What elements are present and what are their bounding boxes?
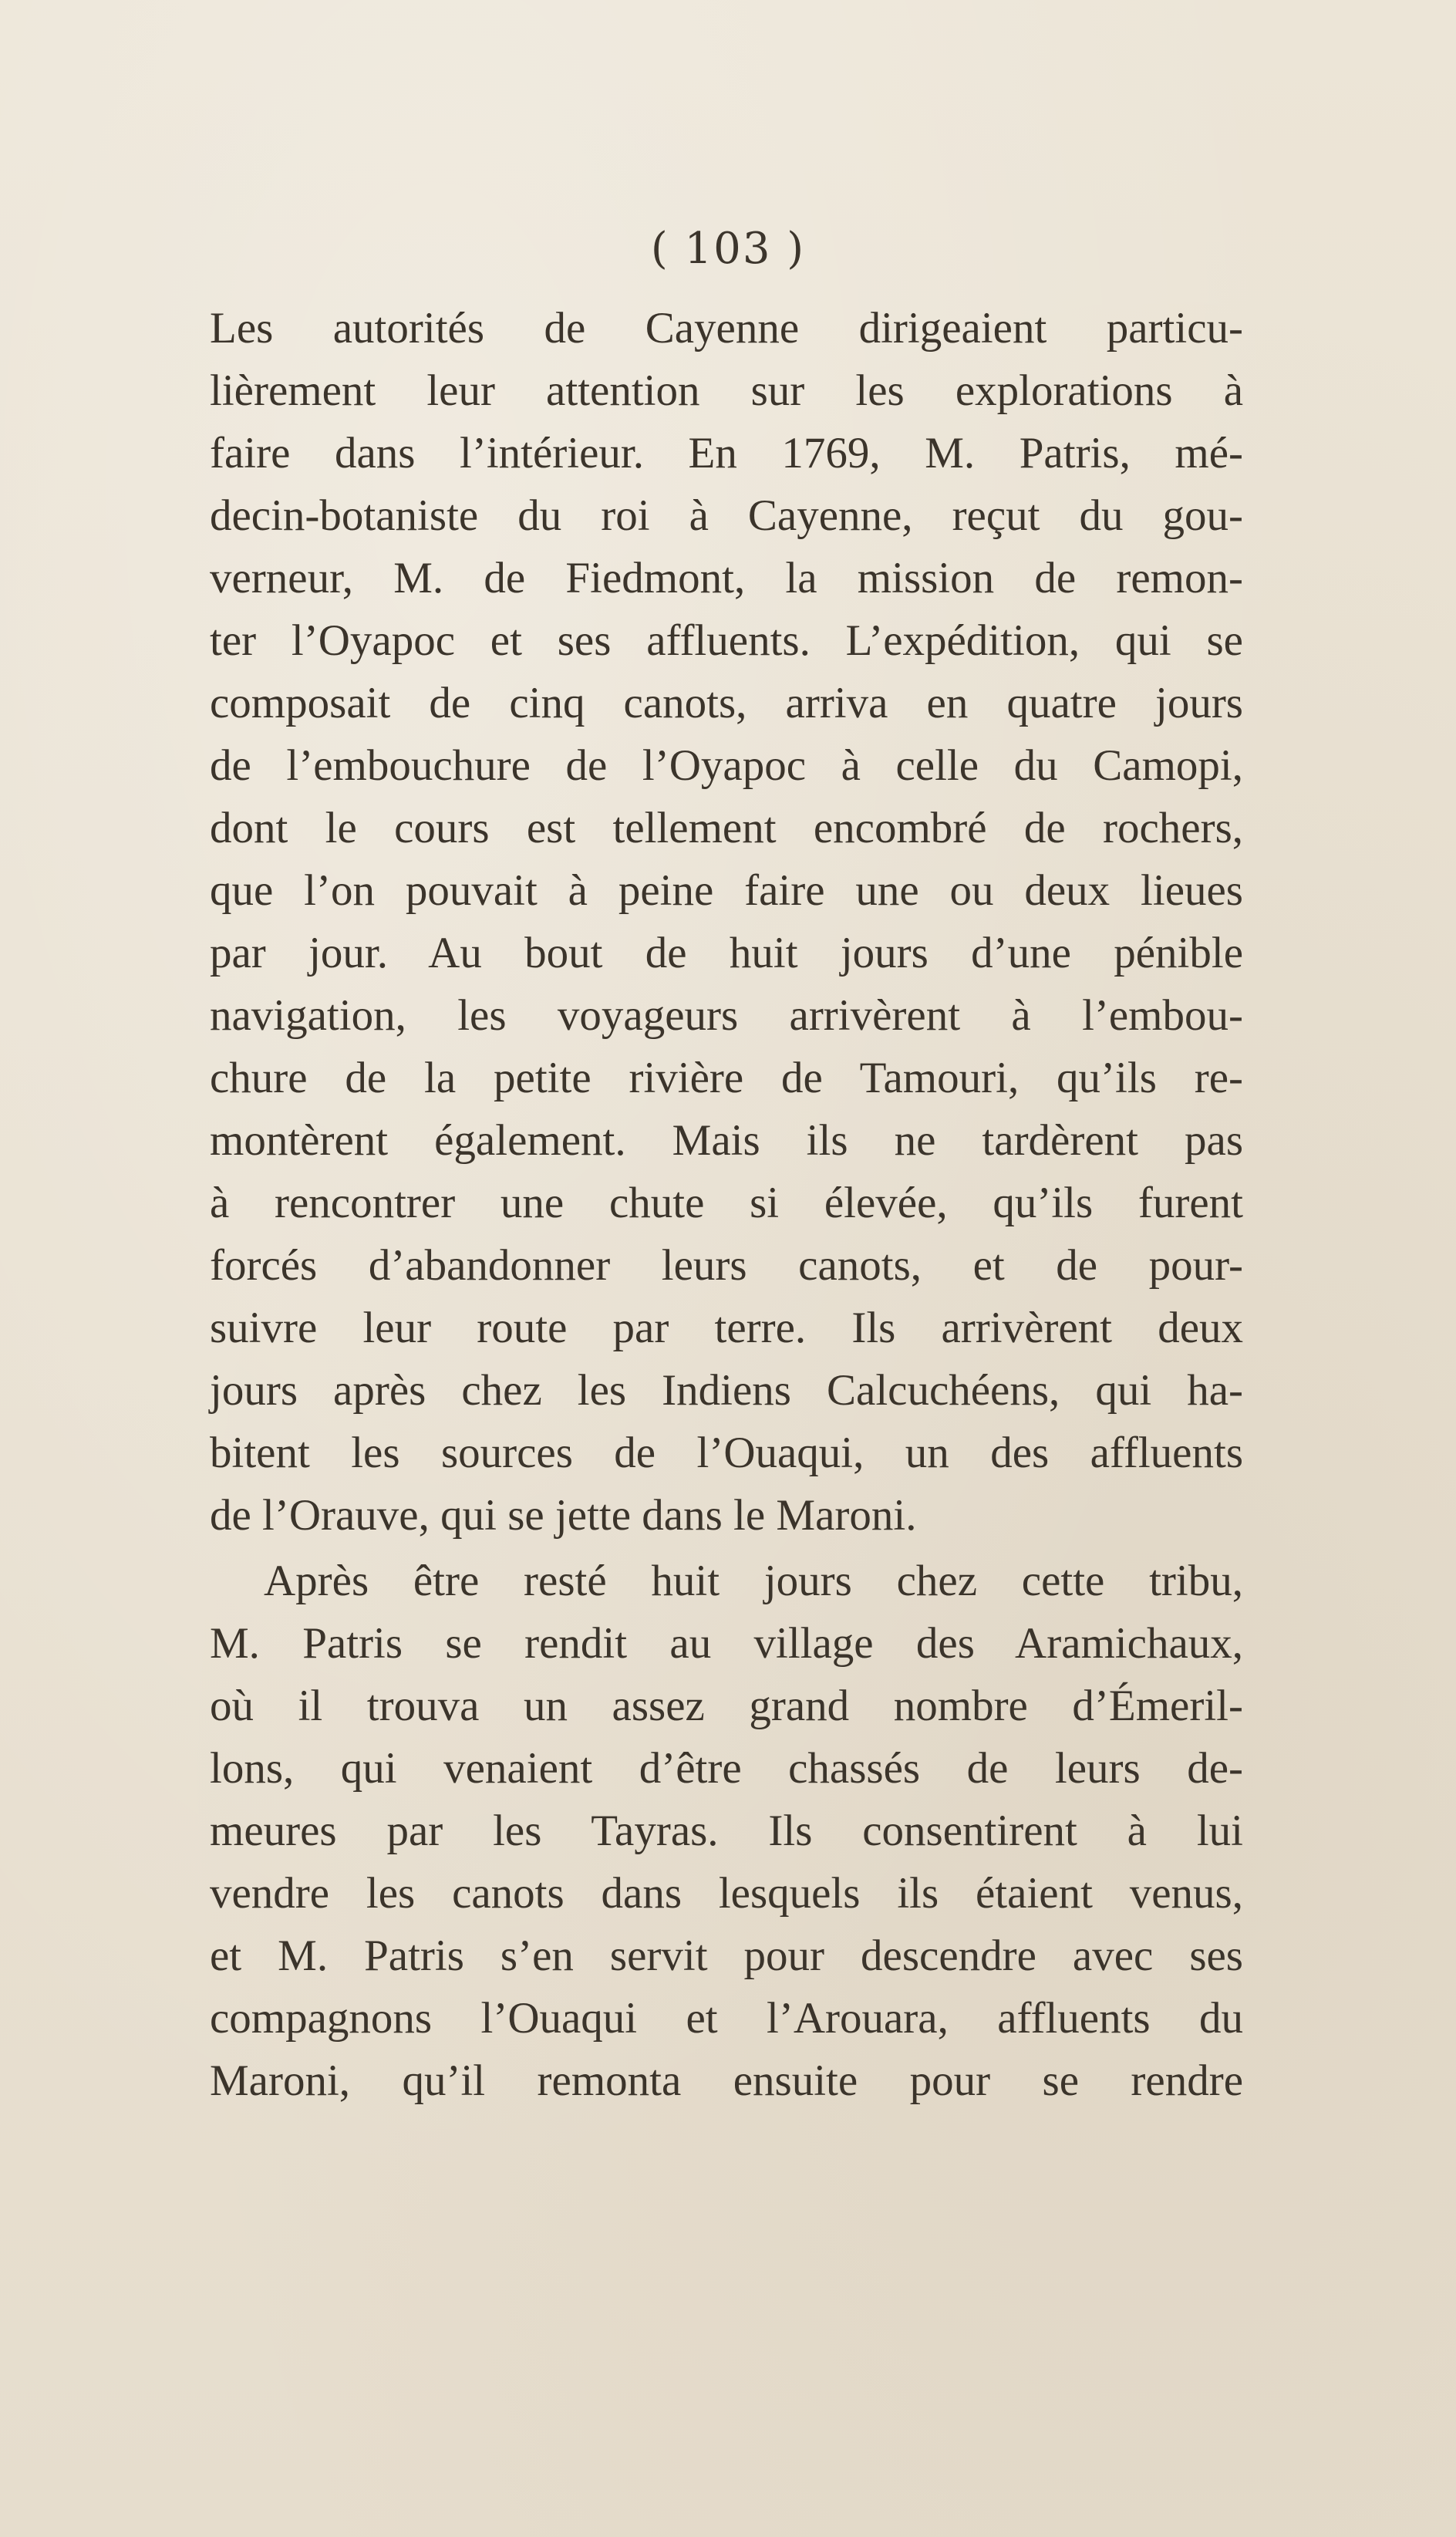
paragraph-1 [210,297,1243,1547]
text-line: lons, qui venaient d’être chassés de leurs de- [210,1744,1243,1793]
text-line: que l’on pouvait à peine faire une ou deux lieues [210,866,1243,915]
text-line: composait de cinq canots, arriva en quatre jours [210,679,1243,727]
page-number: ( 103 ) [650,224,806,274]
text-line: decin-botaniste du roi à Cayenne, reçut du gou- [210,491,1243,540]
text-line: jours après chez les Indiens Calcuchéens, qui ha- [210,1366,1243,1415]
text-line: forcés d’abandonner leurs canots, et de pour- [210,1241,1243,1290]
text-line: où il trouva un assez grand nombre d’Émeril- [210,1682,1243,1730]
text-line: Les autorités de Cayenne dirigeaient particu- [210,304,1243,353]
text-line: M. Patris se rendit au village des Aramichaux, [210,1619,1243,1668]
text-line: montèrent également. Mais ils ne tardèrent pas [210,1116,1243,1165]
text-line: Après être resté huit jours chez cette tribu, [264,1557,1243,1605]
text-line: et M. Patris s’en servit pour descendre avec ses [210,1931,1243,1980]
paragraph-2 [210,1550,1243,2112]
text-line: compagnons l’Ouaqui et l’Arouara, affluents du [210,1994,1243,2043]
text-line: suivre leur route par terre. Ils arrivèrent deux [210,1304,1243,1352]
body-text [210,297,1243,2112]
text-line: à rencontrer une chute si élevée, qu’ils furent [210,1179,1243,1227]
text-line: meures par les Tayras. Ils consentirent à lui [210,1807,1243,1855]
text-line: ter l’Oyapoc et ses affluents. L’expédition, qui se [210,616,1243,665]
text-line: navigation, les voyageurs arrivèrent à l’embou- [210,991,1243,1040]
text-line: verneur, M. de Fiedmont, la mission de remon- [210,554,1243,602]
text-line: par jour. Au bout de huit jours d’une pénible [210,929,1243,977]
text-line: Maroni, qu’il remonta ensuite pour se rendre [210,2056,1243,2105]
text-line: bitent les sources de l’Ouaqui, un des affluents [210,1429,1243,1477]
text-line: de l’embouchure de l’Oyapoc à celle du Camopi, [210,741,1243,790]
text-line: faire dans l’intérieur. En 1769, M. Patris, mé- [210,429,1243,477]
text-line: dont le cours est tellement encombré de rochers, [210,804,1243,852]
text-line: lièrement leur attention sur les explorations à [210,366,1243,415]
text-line: de l’Orauve, qui se jette dans le Maroni. [210,1491,917,1540]
text-line: chure de la petite rivière de Tamouri, qu’ils re- [210,1054,1243,1102]
text-line: vendre les canots dans lesquels ils étaient venus, [210,1869,1243,1918]
